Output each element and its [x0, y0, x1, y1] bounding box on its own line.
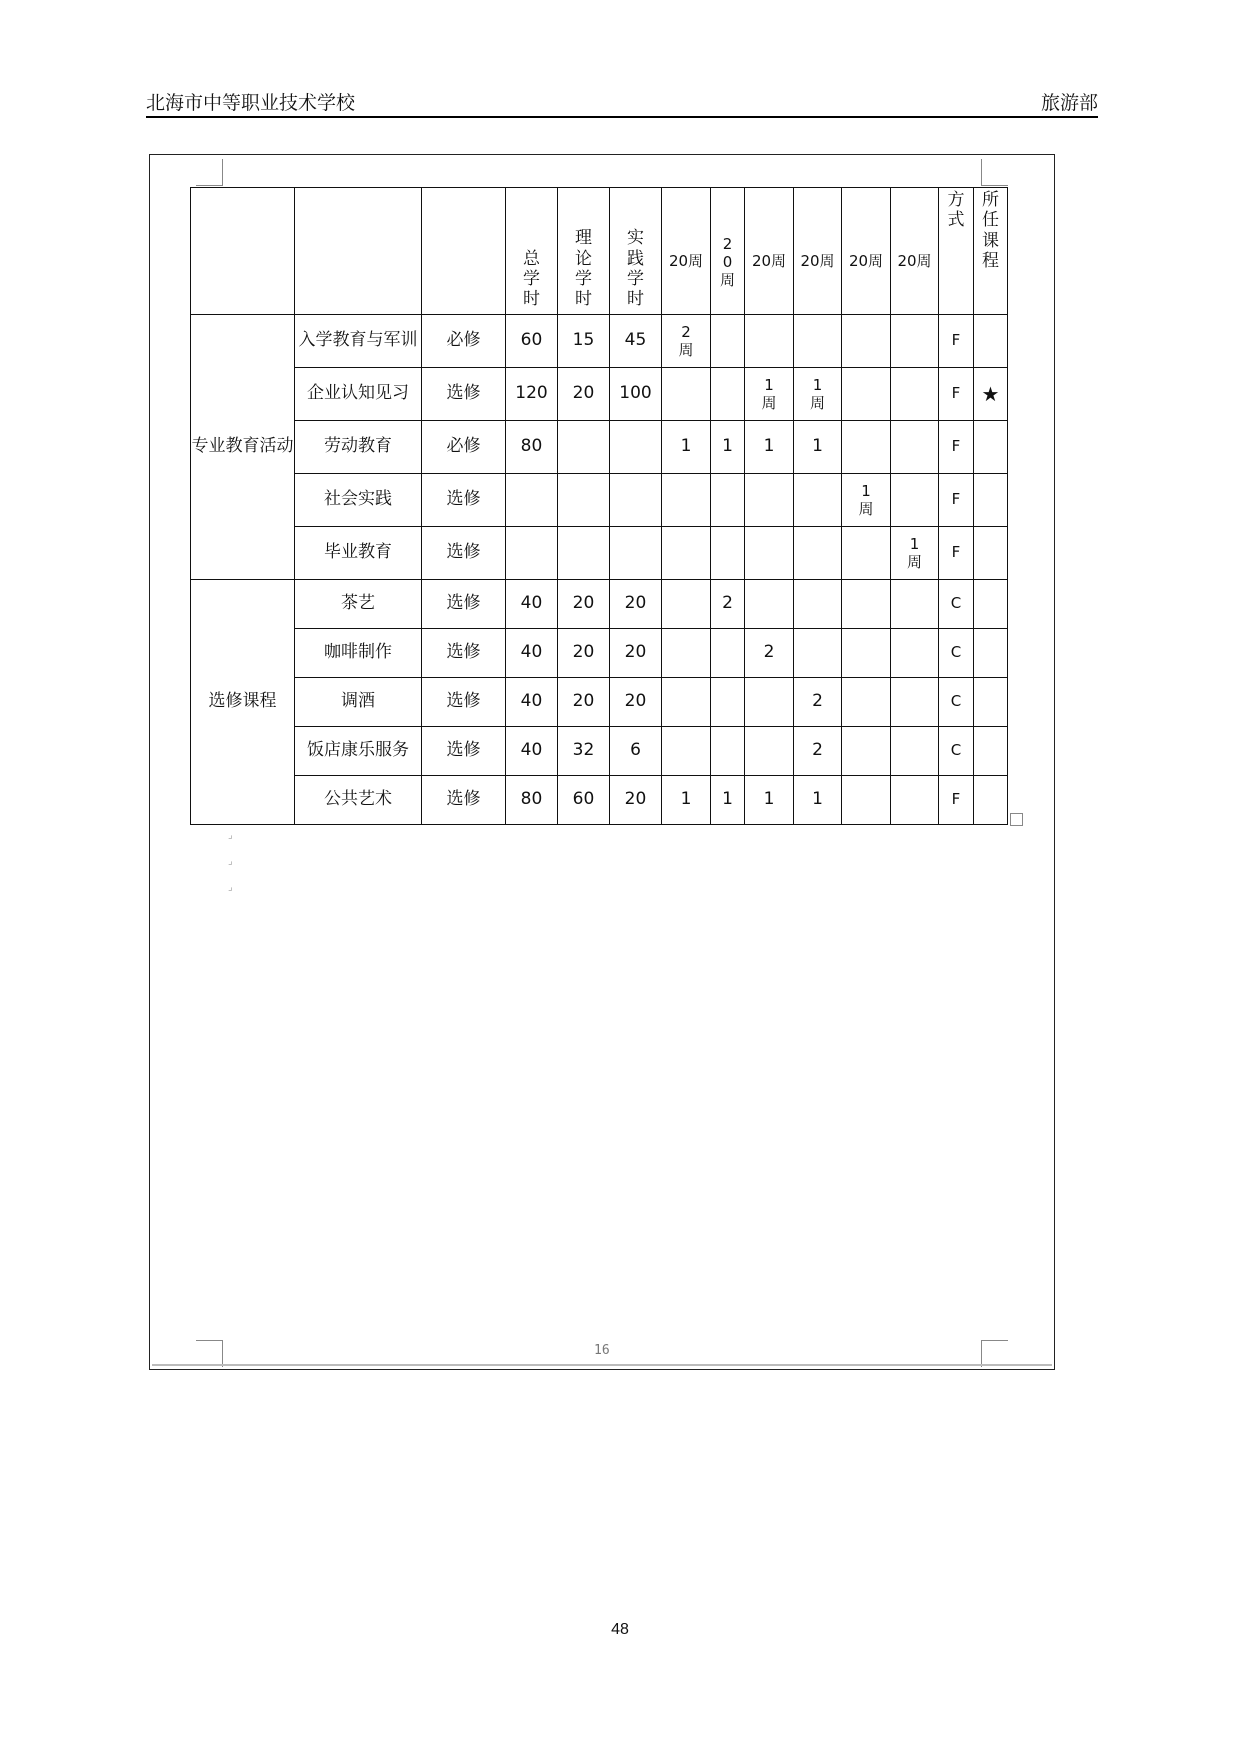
term-3: 1	[745, 421, 794, 474]
practice-hours: 20	[610, 678, 662, 727]
page-number: 48	[611, 1621, 629, 1638]
header-total-hours: 总学时	[506, 188, 558, 315]
paragraph-mark-icon: ⌟	[228, 830, 233, 841]
header-theory-hours: 理论学时	[558, 188, 610, 315]
term-5	[842, 421, 891, 474]
total-hours	[506, 474, 558, 527]
term-1	[662, 474, 711, 527]
table-row	[191, 368, 1008, 421]
header-cell-course	[295, 188, 422, 315]
term-5	[842, 727, 891, 776]
course-name: 调酒	[295, 678, 422, 727]
term-3	[745, 678, 794, 727]
term-5	[842, 776, 891, 825]
course-taught	[974, 315, 1008, 368]
course-taught	[974, 474, 1008, 527]
assessment-method: F	[939, 421, 974, 474]
practice-hours: 20	[610, 776, 662, 825]
term-2	[711, 368, 745, 421]
course-name: 咖啡制作	[295, 629, 422, 678]
header-department: 旅游部	[1040, 92, 1098, 114]
course-taught	[974, 776, 1008, 825]
term-5	[842, 315, 891, 368]
course-type: 必修	[422, 315, 506, 368]
term-2: 1	[711, 776, 745, 825]
crop-mark-top-right	[981, 159, 1008, 186]
practice-hours	[610, 474, 662, 527]
term-6: 1周	[891, 527, 939, 580]
course-name: 劳动教育	[295, 421, 422, 474]
term-5	[842, 527, 891, 580]
term-6	[891, 580, 939, 629]
term-6	[891, 474, 939, 527]
total-hours: 80	[506, 776, 558, 825]
theory-hours	[558, 474, 610, 527]
table-row	[191, 678, 1008, 727]
practice-hours: 100	[610, 368, 662, 421]
crop-mark-bottom-left	[196, 1340, 223, 1367]
term-4: 2	[794, 727, 842, 776]
assessment-method: F	[939, 315, 974, 368]
theory-hours	[558, 421, 610, 474]
embedded-page-number: 16	[594, 1343, 610, 1358]
term-1	[662, 527, 711, 580]
course-type: 选修	[422, 727, 506, 776]
theory-hours: 32	[558, 727, 610, 776]
header-school-name: 北海市中等职业技术学校	[146, 92, 356, 114]
table-row	[191, 474, 1008, 527]
table-resize-handle[interactable]	[1010, 813, 1023, 826]
page-header	[146, 86, 1098, 118]
term-4	[794, 629, 842, 678]
term-4	[794, 580, 842, 629]
course-name: 公共艺术	[295, 776, 422, 825]
term-6	[891, 776, 939, 825]
table-row	[191, 580, 1008, 629]
course-type: 选修	[422, 580, 506, 629]
header-practice-hours: 实践学时	[610, 188, 662, 315]
term-1	[662, 368, 711, 421]
course-name: 企业认知见习	[295, 368, 422, 421]
total-hours: 40	[506, 727, 558, 776]
term-6	[891, 678, 939, 727]
table-row	[191, 315, 1008, 368]
header-method: 方式	[939, 188, 974, 315]
paragraph-mark-icon: ⌟	[228, 882, 233, 893]
term-3	[745, 315, 794, 368]
course-type: 必修	[422, 421, 506, 474]
term-6	[891, 421, 939, 474]
group-label-electives: 选修课程	[191, 580, 295, 825]
term-1: 1	[662, 776, 711, 825]
header-cell-group	[191, 188, 295, 315]
table-header-row	[191, 188, 1008, 315]
term-4	[794, 527, 842, 580]
assessment-method: F	[939, 527, 974, 580]
term-1	[662, 678, 711, 727]
term-6	[891, 315, 939, 368]
term-3: 1周	[745, 368, 794, 421]
course-name: 社会实践	[295, 474, 422, 527]
term-1: 2周	[662, 315, 711, 368]
term-1: 1	[662, 421, 711, 474]
term-2	[711, 315, 745, 368]
term-2: 2	[711, 580, 745, 629]
header-term-3: 20周	[745, 188, 794, 315]
term-3	[745, 474, 794, 527]
table-row	[191, 421, 1008, 474]
star-icon: ★	[974, 368, 1008, 421]
theory-hours: 20	[558, 678, 610, 727]
course-name: 毕业教育	[295, 527, 422, 580]
practice-hours: 20	[610, 629, 662, 678]
term-1	[662, 629, 711, 678]
total-hours: 40	[506, 678, 558, 727]
term-2	[711, 629, 745, 678]
term-4: 1	[794, 421, 842, 474]
table-row	[191, 527, 1008, 580]
term-2	[711, 474, 745, 527]
theory-hours: 20	[558, 368, 610, 421]
term-5	[842, 580, 891, 629]
term-3	[745, 727, 794, 776]
course-name: 入学教育与军训	[295, 315, 422, 368]
header-term-2: 20周	[711, 188, 745, 315]
assessment-method: C	[939, 727, 974, 776]
term-5	[842, 629, 891, 678]
course-type: 选修	[422, 776, 506, 825]
term-6	[891, 629, 939, 678]
term-5	[842, 678, 891, 727]
header-cell-type	[422, 188, 506, 315]
term-3: 1	[745, 776, 794, 825]
practice-hours: 20	[610, 580, 662, 629]
total-hours: 120	[506, 368, 558, 421]
header-term-1: 20周	[662, 188, 711, 315]
total-hours: 80	[506, 421, 558, 474]
crop-mark-top-left	[196, 159, 223, 186]
course-name: 饭店康乐服务	[295, 727, 422, 776]
term-6	[891, 368, 939, 421]
assessment-method: F	[939, 776, 974, 825]
assessment-method: C	[939, 580, 974, 629]
course-type: 选修	[422, 368, 506, 421]
term-4: 1周	[794, 368, 842, 421]
assessment-method: F	[939, 368, 974, 421]
practice-hours: 45	[610, 315, 662, 368]
total-hours: 40	[506, 580, 558, 629]
theory-hours: 20	[558, 580, 610, 629]
term-4: 2	[794, 678, 842, 727]
term-2	[711, 678, 745, 727]
term-2	[711, 527, 745, 580]
practice-hours: 6	[610, 727, 662, 776]
theory-hours: 60	[558, 776, 610, 825]
theory-hours: 15	[558, 315, 610, 368]
header-course-taught: 所任课程	[974, 188, 1008, 315]
term-3	[745, 527, 794, 580]
course-type: 选修	[422, 678, 506, 727]
course-type: 选修	[422, 527, 506, 580]
term-5: 1周	[842, 474, 891, 527]
header-term-5: 20周	[842, 188, 891, 315]
course-type: 选修	[422, 629, 506, 678]
table-row	[191, 629, 1008, 678]
course-type: 选修	[422, 474, 506, 527]
course-schedule-table	[190, 187, 1008, 825]
table-row	[191, 776, 1008, 825]
course-taught	[974, 678, 1008, 727]
term-3: 2	[745, 629, 794, 678]
assessment-method: C	[939, 678, 974, 727]
term-2: 1	[711, 421, 745, 474]
table-row	[191, 727, 1008, 776]
total-hours: 60	[506, 315, 558, 368]
course-taught	[974, 580, 1008, 629]
practice-hours	[610, 421, 662, 474]
term-1	[662, 580, 711, 629]
term-4	[794, 315, 842, 368]
course-taught	[974, 421, 1008, 474]
term-5	[842, 368, 891, 421]
course-taught	[974, 629, 1008, 678]
total-hours	[506, 527, 558, 580]
theory-hours: 20	[558, 629, 610, 678]
assessment-method: F	[939, 474, 974, 527]
paragraph-mark-icon: ⌟	[228, 856, 233, 867]
crop-mark-bottom-right	[981, 1340, 1008, 1367]
term-4	[794, 474, 842, 527]
group-label-professional-activities: 专业教育活动	[191, 315, 295, 580]
term-6	[891, 727, 939, 776]
term-2	[711, 727, 745, 776]
embedded-page-bottom-edge	[152, 1364, 1052, 1366]
header-term-6: 20周	[891, 188, 939, 315]
practice-hours	[610, 527, 662, 580]
total-hours: 40	[506, 629, 558, 678]
course-taught	[974, 527, 1008, 580]
theory-hours	[558, 527, 610, 580]
header-term-4: 20周	[794, 188, 842, 315]
term-4: 1	[794, 776, 842, 825]
course-taught	[974, 727, 1008, 776]
course-name: 茶艺	[295, 580, 422, 629]
assessment-method: C	[939, 629, 974, 678]
term-3	[745, 580, 794, 629]
term-1	[662, 727, 711, 776]
